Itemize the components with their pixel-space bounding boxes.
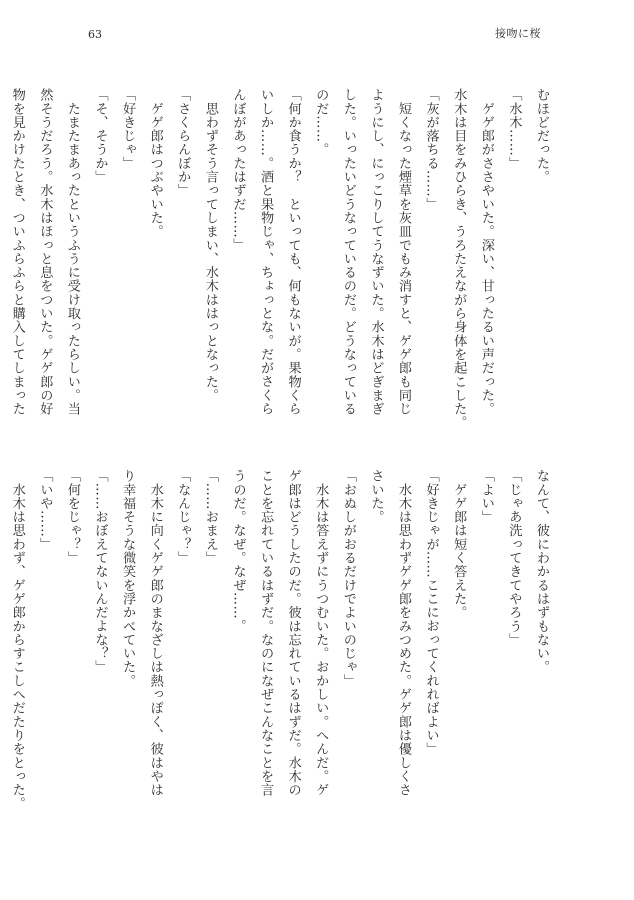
text-line: のだ……。 (313, 88, 329, 157)
text-line: いしか……。酒と果物じゃ、ちょっとな。だがさくら (258, 88, 274, 416)
text-line: 水木は目をみひらき、うろたえながら身体を起こした。 (451, 88, 467, 430)
text-line: むほどだった。 (534, 88, 549, 184)
text-line: たまたまあったというふうに受け取ったらしい。当 (64, 88, 80, 416)
text-line: 「何をじゃ？」 (64, 469, 80, 565)
text-line: ゲゲ郎がささやいた。深い、甘ったるい声だった。 (478, 88, 494, 416)
text-line: 「さくらんぼか」 (175, 88, 191, 198)
running-title: 接吻に桜 (495, 27, 541, 40)
text-line: 水木は答えずにうつむいた。おかしい。へんだ。ゲ (313, 469, 329, 797)
text-line: ことを忘れているはずだ。なのになぜこんなことを言 (258, 469, 274, 797)
text-line: 水木は思わず、ゲゲ郎からすこしへだたりをとった。 (9, 469, 25, 811)
text-line: 「よい」 (478, 469, 494, 524)
text-line: 然そうだろう。水木はほっと息をついた。ゲゲ郎の好 (37, 88, 53, 416)
text-line: ゲゲ郎はつぶやいた。 (147, 88, 163, 239)
text-line: 「何か食うか？ といっても、何もないが。果物くら (285, 88, 301, 416)
text-line: 「そ、そうか」 (92, 88, 108, 184)
text-line: 「……おまえ」 (202, 469, 218, 565)
upper-text-block (3, 88, 555, 448)
text-line: 短くなった煙草を灰皿でもみ消すと、ゲゲ郎も同じ (396, 88, 412, 416)
text-line: 「おぬしがおるだけでよいのじゃ」 (340, 469, 356, 688)
text-line: 「好きじゃ」 (120, 88, 136, 170)
lower-text-block (3, 469, 555, 849)
text-line: 水木は思わずゲゲ郎をみつめた。ゲゲ郎は優しくさ (396, 469, 412, 797)
text-line: 「……おぼえてないんだよな？」 (92, 469, 108, 674)
text-line: した。いったいどうなっているのだ。どうなっている (340, 88, 356, 416)
text-line: ゲゲ郎は短く答えた。 (451, 469, 467, 620)
text-line: んぼがあったはずだ……」 (230, 88, 246, 252)
text-line: 「いや……」 (37, 469, 53, 551)
text-line: ようにし、にっこりしてうなずいた。水木はどぎまぎ (368, 88, 384, 416)
page-number: 63 (88, 28, 102, 41)
text-line: うのだ。なぜ。なぜ……。 (230, 469, 246, 633)
text-line: 「じゃあ洗ってきてやろう」 (506, 469, 522, 647)
text-line: 思わずそう言ってしまい、水木ははっとなった。 (202, 88, 218, 402)
text-line: 「好きじゃが……ここにおってくれればよい」 (423, 469, 439, 756)
text-line: り幸福そうな微笑を浮かべていた。 (120, 469, 136, 688)
text-line: さいた。 (368, 469, 384, 524)
text-line: 「灰が落ちる……」 (423, 88, 439, 211)
text-line: 「水木……」 (506, 88, 522, 170)
text-line: 「なんじゃ？」 (175, 469, 191, 565)
text-line: ゲ郎はどうしたのだ。彼は忘れているはずだ。水木の (285, 469, 301, 797)
text-line: 水木に向くゲゲ郎のまなざしは熱っぽく、彼はやは (147, 469, 163, 797)
text-line: なんて、彼にわかるはずもない。 (534, 469, 549, 674)
text-line: 物を見かけたとき、ついふらふらと購入してしまった (9, 88, 25, 416)
